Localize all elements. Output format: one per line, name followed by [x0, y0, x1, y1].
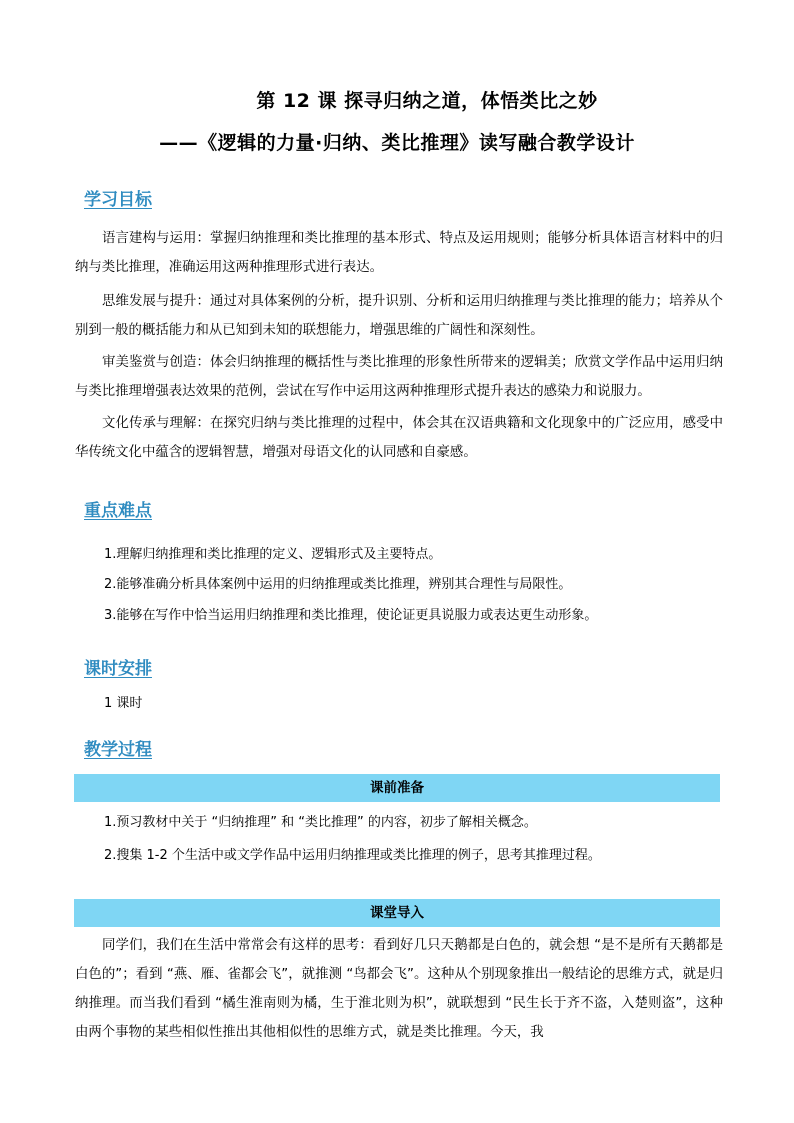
section-heading-process: 教学过程 — [84, 740, 152, 760]
prep-item: 1.预习教材中关于 “归纳推理” 和 “类比推理” 的内容，初步了解相关概念。 — [104, 815, 537, 830]
goal-paragraph: 思维发展与提升：通过对具体案例的分析，提升识别、分析和运用归纳推理与类比推理的能力；培养从个别到一般的概括能力和从已知到未知的联想能力，增强思维的广阔性和深刻性。 — [75, 294, 723, 338]
schedule-text: 1 课时 — [104, 696, 143, 711]
lesson-subtitle: ——《逻辑的力量·归纳、类比推理》读写融合教学设计 — [159, 132, 635, 154]
prep-item: 2.搜集 1-2 个生活中或文学作品中运用归纳推理或类比推理的例子，思考其推理过程。 — [104, 848, 601, 863]
key-point-item: 3.能够在写作中恰当运用归纳推理和类比推理，使论证更具说服力或表达更生动形象。 — [104, 608, 598, 623]
lesson-title: 第 12 课 探寻归纳之道，体悟类比之妙 — [256, 90, 598, 112]
goal-paragraph: 文化传承与理解：在探究归纳与类比推理的过程中，体会其在汉语典籍和文化现象中的广泛应用，感受中华传统文化中蕴含的逻辑智慧，增强对母语文化的认同感和自豪感。 — [75, 416, 723, 460]
key-point-item: 2.能够准确分析具体案例中运用的归纳推理或类比推理，辨别其合理性与局限性。 — [104, 577, 572, 592]
intro-paragraph: 同学们，我们在生活中常常会有这样的思考：看到好几只天鹅都是白色的，就会想 “是不是所有天鹅都是白色的”；看到 “燕、雁、雀都会飞”，就推测 “鸟都会飞”。这种从个别现象推出一般结论的思维方式，就是归纳推理。而当我们看到 “橘生淮南则为橘，生于淮北则为枳”，就联想到 “民生长于齐不盗，入楚则盗”，这种由两个事物的某些相似性推出其他相似性的思维方式，就是类比推理。今天，我 — [75, 938, 723, 1040]
section-heading-goals: 学习目标 — [84, 190, 152, 210]
section-heading-key-points: 重点难点 — [84, 501, 152, 521]
goal-paragraph: 语言建构与运用：掌握归纳推理和类比推理的基本形式、特点及运用规则；能够分析具体语言材料中的归纳与类比推理，准确运用这两种推理形式进行表达。 — [75, 231, 723, 275]
band-class-intro: 课堂导入 — [74, 899, 720, 927]
key-point-item: 1.理解归纳推理和类比推理的定义、逻辑形式及主要特点。 — [104, 547, 442, 562]
goal-paragraph: 审美鉴赏与创造：体会归纳推理的概括性与类比推理的形象性所带来的逻辑美；欣赏文学作品中运用归纳与类比推理增强表达效果的范例，尝试在写作中运用这两种推理形式提升表达的感染力和说服力。 — [75, 355, 723, 399]
band-pre-class-prep: 课前准备 — [74, 774, 720, 802]
section-heading-schedule: 课时安排 — [84, 659, 152, 679]
